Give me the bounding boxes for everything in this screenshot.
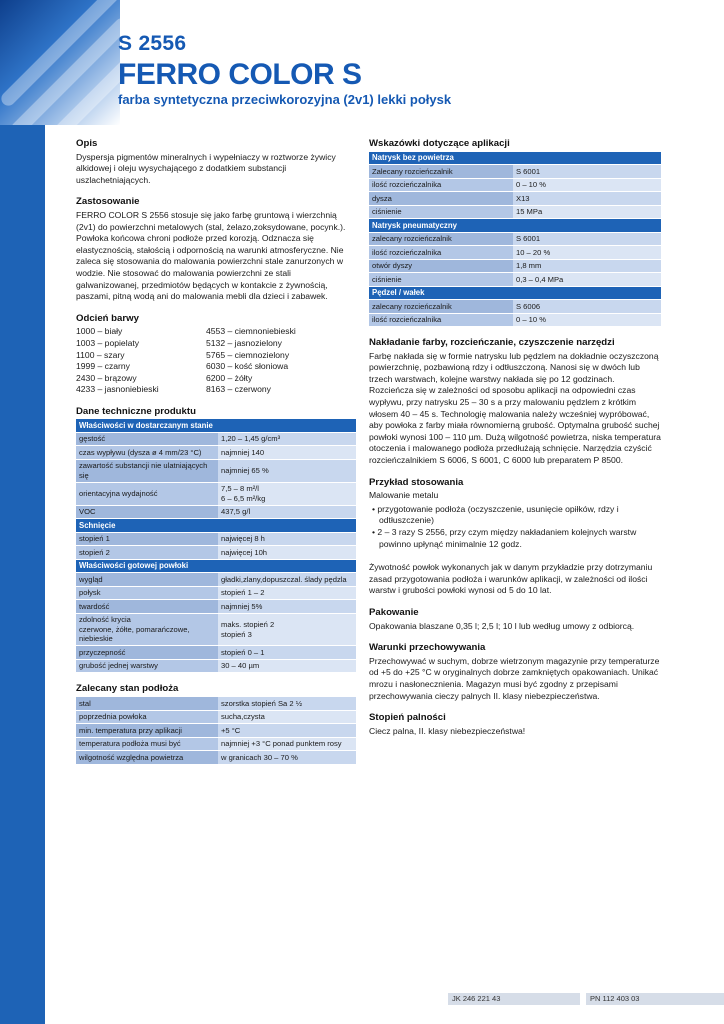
table-row: [76, 459, 356, 482]
table-row: [369, 232, 661, 246]
table-cell-value: 30 – 40 µm: [218, 659, 356, 673]
shade-item: 5765 – ciemnozielony: [206, 349, 290, 360]
table-section-label: Pędzel / wałek: [369, 286, 661, 300]
table-row: [369, 273, 661, 287]
shade-item: 1999 – czarny: [76, 361, 130, 372]
table-cell-value: 0 – 10 %: [513, 178, 661, 192]
table-row: [76, 586, 356, 600]
table-cell-key: zdolność krycia czerwone, żółte, pomarańczowe, niebieskie: [76, 613, 218, 646]
shade-item: 2430 – brązowy: [76, 372, 137, 383]
table-row: [76, 724, 356, 738]
table-cell-value: 0,3 – 0,4 MPa: [513, 273, 661, 287]
table-cell-value: najwięcej 8 h: [218, 532, 356, 546]
shade-item: 1100 – szary: [76, 349, 125, 360]
table-cell-value: stopień 1 – 2: [218, 586, 356, 600]
brand-graphic: [0, 0, 120, 125]
section-heading-zastosowanie: Zastosowanie: [76, 196, 140, 208]
product-code: S 2556: [118, 32, 187, 55]
table-cell-value: 10 – 20 %: [513, 246, 661, 260]
table-cell-key: zalecany rozcieńczalnik: [369, 232, 513, 246]
table-cell-key: wygląd: [76, 573, 218, 587]
shade-item: 6030 – kość słoniowa: [206, 361, 289, 372]
table-cell-value: najmniej 140: [218, 446, 356, 460]
table-cell-value: gładki,zlany,dopuszczal. ślady pędzla: [218, 573, 356, 587]
table-cell-key: czas wypływu (dysza ø 4 mm/23 °C): [76, 446, 218, 460]
shade-item: 8163 – czerwony: [206, 384, 271, 395]
table-cell-value: 0 – 10 %: [513, 313, 661, 327]
table-row: [369, 300, 661, 314]
shade-item: 6200 – żółty: [206, 372, 253, 383]
table-row: [76, 710, 356, 724]
table-row: [369, 192, 661, 206]
pakowanie-text: Opakowania blaszane 0,35 l; 2,5 l; 10 l lub według umowy z odbiorcą.: [369, 620, 635, 631]
palnosc-text: Ciecz palna, II. klasy niebezpieczeństwa!: [369, 725, 526, 736]
table-cell-value: w granicach 30 – 70 %: [218, 751, 356, 765]
table-cell-key: orientacyjna wydajność: [76, 482, 218, 505]
table-cell-value: najmniej +3 °C ponad punktem rosy: [218, 737, 356, 751]
table-cell-value: najmniej 65 %: [218, 459, 356, 482]
section-heading-wskazowki: Wskazówki dotyczące aplikacji: [369, 138, 510, 149]
table-section-header: [369, 152, 661, 165]
table-cell-key: ilość rozcieńczalnika: [369, 313, 513, 327]
table-cell-key: grubość jednej warstwy: [76, 659, 218, 673]
table-row: [76, 446, 356, 460]
section-heading-podloze: Zalecany stan podłoża: [76, 683, 179, 695]
tech-data-table: [76, 419, 356, 673]
table-row: [369, 313, 661, 327]
right-column: [369, 138, 661, 737]
table-row: [76, 573, 356, 587]
table-row: [369, 246, 661, 260]
table-cell-key: połysk: [76, 586, 218, 600]
table-row: [76, 546, 356, 560]
table-row: [369, 259, 661, 273]
table-cell-key: ciśnienie: [369, 205, 513, 219]
shade-item: 1000 – biały: [76, 326, 123, 337]
shade-list: [76, 326, 356, 396]
table-section-label: Natrysk bez powietrza: [369, 152, 661, 165]
table-cell-key: VOC: [76, 505, 218, 519]
section-heading-pakowanie: Pakowanie: [369, 606, 419, 618]
table-cell-value: S 6006: [513, 300, 661, 314]
table-cell-key: ilość rozcieńczalnika: [369, 178, 513, 192]
table-cell-key: zalecany rozcieńczalnik: [369, 300, 513, 314]
section-heading-odcien: Odcień barwy: [76, 312, 139, 324]
table-row: [76, 532, 356, 546]
table-row: [76, 482, 356, 505]
shade-item: 4233 – jasnoniebieski: [76, 384, 159, 395]
table-cell-key: min. temperatura przy aplikacji: [76, 724, 218, 738]
table-row: [76, 751, 356, 765]
blue-sidebar: [0, 0, 45, 1024]
table-row: [76, 737, 356, 751]
warunki-text: Przechowywać w suchym, dobrze wietrzonym magazynie przy temperaturze od +5 do +25 °C w oryginalnych dobrze zamkniętych opakowaniach. Unikać mrozu i nasłonecznienia. Magazyn musi być zgodny z przepisami przechowywania cieczy palnych II. klasy niebezpieczeństwa.: [369, 655, 660, 701]
table-row: [76, 659, 356, 673]
table-cell-value: najmniej 5%: [218, 600, 356, 614]
table-cell-value: 437,5 g/l: [218, 505, 356, 519]
table-cell-value: najwięcej 10h: [218, 546, 356, 560]
zastosowanie-text: FERRO COLOR S 2556 stosuje się jako farbę gruntową i wierzchnią (2v1) do powierzchni metalowych (stal, żelazo,zoksydowane, pocynk.). Powłoka końcowa chroni podłoże przed korozją. Odznacza się elastycznością, stałością i odpornością na warunki atmosferyczne. Nie zaleca się stosowania do malowania powierzchni stale zanurzonych w wodzie. Nie stosować do malowania powierzchni ze stali galwanizowanej, przedmiotów będących w kontakcie z żywnością, paszami, pitną wodą ani do malowania mebli dla dzieci i zabawek.: [76, 209, 346, 302]
list-item: • przygotowanie podłoża (oczyszczenie, usunięcie opiłków, rdzy i odtłuszczenie): [372, 503, 619, 526]
left-column: [76, 138, 356, 765]
table-section-header: [76, 519, 356, 533]
table-cell-key: twardość: [76, 600, 218, 614]
table-cell-value: +5 °C: [218, 724, 356, 738]
table-cell-key: wilgotność względna powietrza: [76, 751, 218, 765]
nakladanie-text: Farbę nakłada się w formie natrysku lub pędzlem na dokładnie oczyszczoną powierzchnię, pozbawioną rdzy i odtłuszczoną. Nanosi się w dwóch lub trzech warstwach, kolejne warstwy nakłada się po 12 godzinach. Rozcieńcza się w zależności od sposobu aplikacji na odpowiedni czas wypływu, przy natrysku 25 – 30 s a przy malowaniu pędzlem z krótkim włosem 40 – 45 s. Technologię malowania należy wcześniej wypróbować, aby powłoka z farby miała równomierną grubość. Optymalna grubość suchej powłoki wynosi 100 – 110 µm. Dużą wilgotność powietrza, niska temperatura otoczenia i malowanego podłoża przedłużają schnięcie. Narzędzia czyścić rozcieńczalnikiem S 6006, S 6001, C 6000 lub preparatem P 8500.: [369, 350, 661, 466]
table-cell-value: X13: [513, 192, 661, 206]
footer-code-jk: JK 246 221 43: [448, 993, 580, 1005]
table-section-label: Właściwości w dostarczanym stanie: [76, 419, 356, 432]
section-heading-nakladanie: Nakładanie farby, rozcieńczanie, czyszczenie narzędzi: [369, 337, 615, 349]
table-row: [76, 697, 356, 710]
table-cell-key: ilość rozcieńczalnika: [369, 246, 513, 260]
footer-code-pn: PN 112 403 03: [586, 993, 724, 1005]
table-cell-value: maks. stopień 2 stopień 3: [218, 613, 356, 646]
table-section-header: [76, 559, 356, 573]
table-cell-key: temperatura podłoża musi być: [76, 737, 218, 751]
table-cell-key: ciśnienie: [369, 273, 513, 287]
table-row: [76, 505, 356, 519]
section-heading-dane: Dane techniczne produktu: [76, 405, 196, 417]
table-cell-key: Zalecany rozcieńczalnik: [369, 165, 513, 179]
application-table: [369, 152, 661, 328]
table-row: [369, 178, 661, 192]
product-title: FERRO COLOR S: [118, 58, 362, 91]
table-section-header: [369, 286, 661, 300]
shade-item: 1003 – popielaty: [76, 337, 140, 348]
table-cell-value: sucha,czysta: [218, 710, 356, 724]
table-section-header: [369, 219, 661, 233]
table-cell-key: stal: [76, 697, 218, 710]
table-cell-key: przyczepność: [76, 646, 218, 660]
table-row: [76, 432, 356, 446]
table-cell-key: poprzednia powłoka: [76, 710, 218, 724]
table-section-label: Właściwości gotowej powłoki: [76, 559, 356, 573]
section-heading-palnosc: Stopień palności: [369, 712, 446, 724]
table-cell-key: gęstość: [76, 432, 218, 446]
shade-item: 4553 – ciemnoniebieski: [206, 326, 296, 337]
table-cell-value: S 6001: [513, 165, 661, 179]
table-cell-value: szorstka stopień Sa 2 ½: [218, 697, 356, 710]
przyklad-subtitle: Malowanie metalu: [369, 490, 439, 501]
table-cell-value: S 6001: [513, 232, 661, 246]
list-item: • 2 – 3 razy S 2556, przy czym między nakładaniem kolejnych warstw powinno upłynąć minimalnie 12 godz.: [372, 527, 637, 549]
section-heading-przyklad: Przykład stosowania: [369, 476, 464, 488]
table-cell-key: otwór dyszy: [369, 259, 513, 273]
table-cell-value: stopień 0 – 1: [218, 646, 356, 660]
product-subtitle: farba syntetyczna przeciwkorozyjna (2v1) lekki połysk: [118, 92, 452, 107]
table-section-label: Natrysk pneumatyczny: [369, 219, 661, 233]
substrate-table: [76, 697, 356, 765]
document-header: [118, 32, 451, 107]
table-section-header: [76, 419, 356, 432]
table-row: [369, 165, 661, 179]
shade-item: 5132 – jasnozielony: [206, 337, 282, 348]
przyklad-list: [369, 504, 661, 550]
table-cell-key: zawartość substancji nie ulatniających się: [76, 459, 218, 482]
table-row: [369, 205, 661, 219]
table-cell-key: stopień 1: [76, 532, 218, 546]
table-cell-value: 1,8 mm: [513, 259, 661, 273]
section-heading-warunki: Warunki przechowywania: [369, 642, 486, 654]
table-row: [76, 600, 356, 614]
section-heading-opis: Opis: [76, 138, 98, 149]
zywotnosc-text: Żywotność powłok wykonanych jak w danym przykładzie przy dotrzymaniu zasad przygotowania podłoża i warunków aplikacji, w zależności od ilości warstw i grubości powłoki wynosi od 5 do 10 lat.: [369, 562, 653, 596]
table-cell-value: 7,5 – 8 m²/l 6 – 6,5 m²/kg: [218, 482, 356, 505]
table-cell-value: 1,20 – 1,45 g/cm³: [218, 432, 356, 446]
table-row: [76, 613, 356, 646]
table-row: [76, 646, 356, 660]
table-cell-key: stopień 2: [76, 546, 218, 560]
table-section-label: Schnięcie: [76, 519, 356, 533]
opis-text: Dyspersja pigmentów mineralnych i wypełniaczy w roztworze żywicy alkidowej i oleju wysychającego z dodatkiem substancji uszlachetniających.: [76, 151, 336, 185]
table-cell-key: dysza: [369, 192, 513, 206]
table-cell-value: 15 MPa: [513, 205, 661, 219]
